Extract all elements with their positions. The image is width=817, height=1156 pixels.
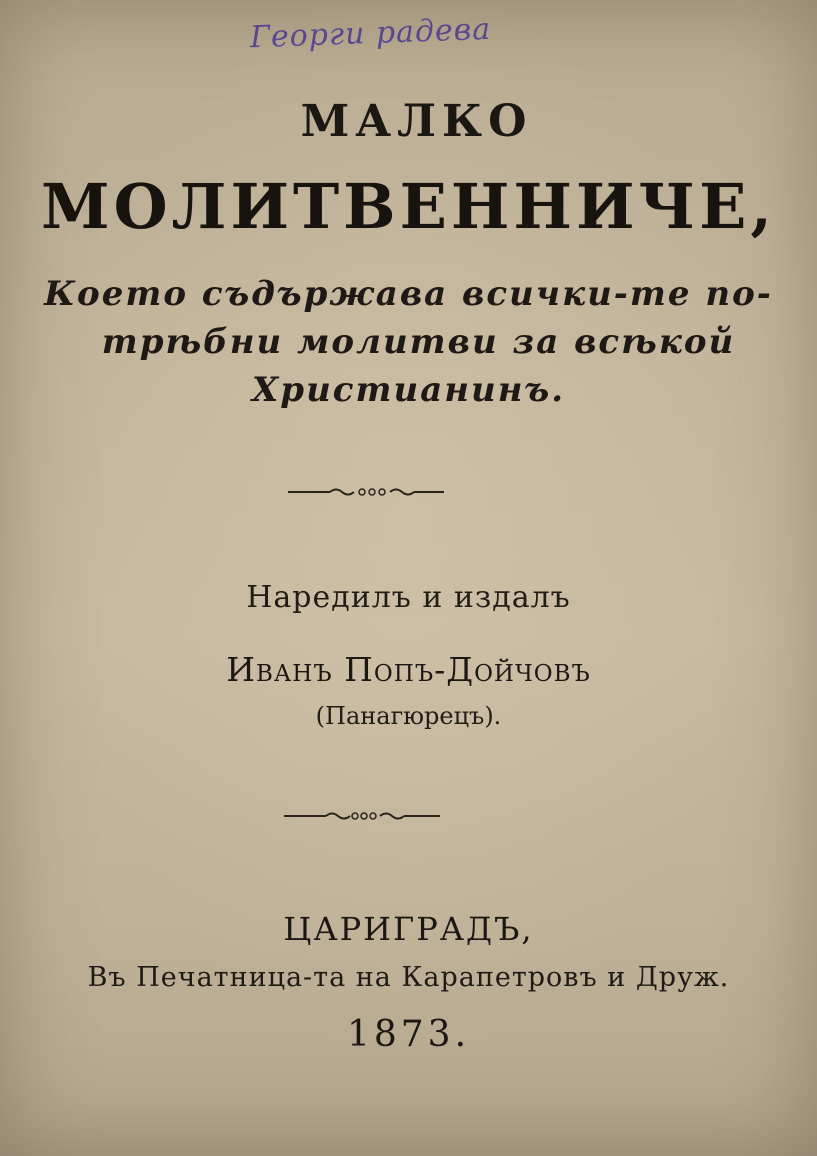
editor-credit: Наредилъ и издалъ (246, 580, 571, 615)
subtitle-line-2: трѣбни молитви за всѣкой (101, 322, 736, 362)
imprint-year: 1873. (346, 1014, 471, 1055)
imprint-city: ЦАРИГРАДЪ, (283, 910, 534, 948)
imprint-press: Въ Печатница-та на Карапетровъ и Друж. (87, 962, 730, 993)
title-line-2: МОЛИТВЕННИЧЕ, (40, 170, 777, 243)
editor-name: Иванъ Попъ-Дойчовъ (226, 650, 591, 689)
subtitle-line-1: Което съдържава всички-те по- (44, 274, 773, 314)
ornament-divider-icon (0, 482, 817, 502)
editor-origin: (Панагюрецъ). (315, 702, 502, 730)
title-line-1: МАЛКО (300, 96, 533, 147)
subtitle-line-3: Христианинъ. (251, 370, 566, 410)
handwritten-inscription: Георги радева (249, 11, 492, 56)
ornament-divider-icon (0, 806, 817, 826)
